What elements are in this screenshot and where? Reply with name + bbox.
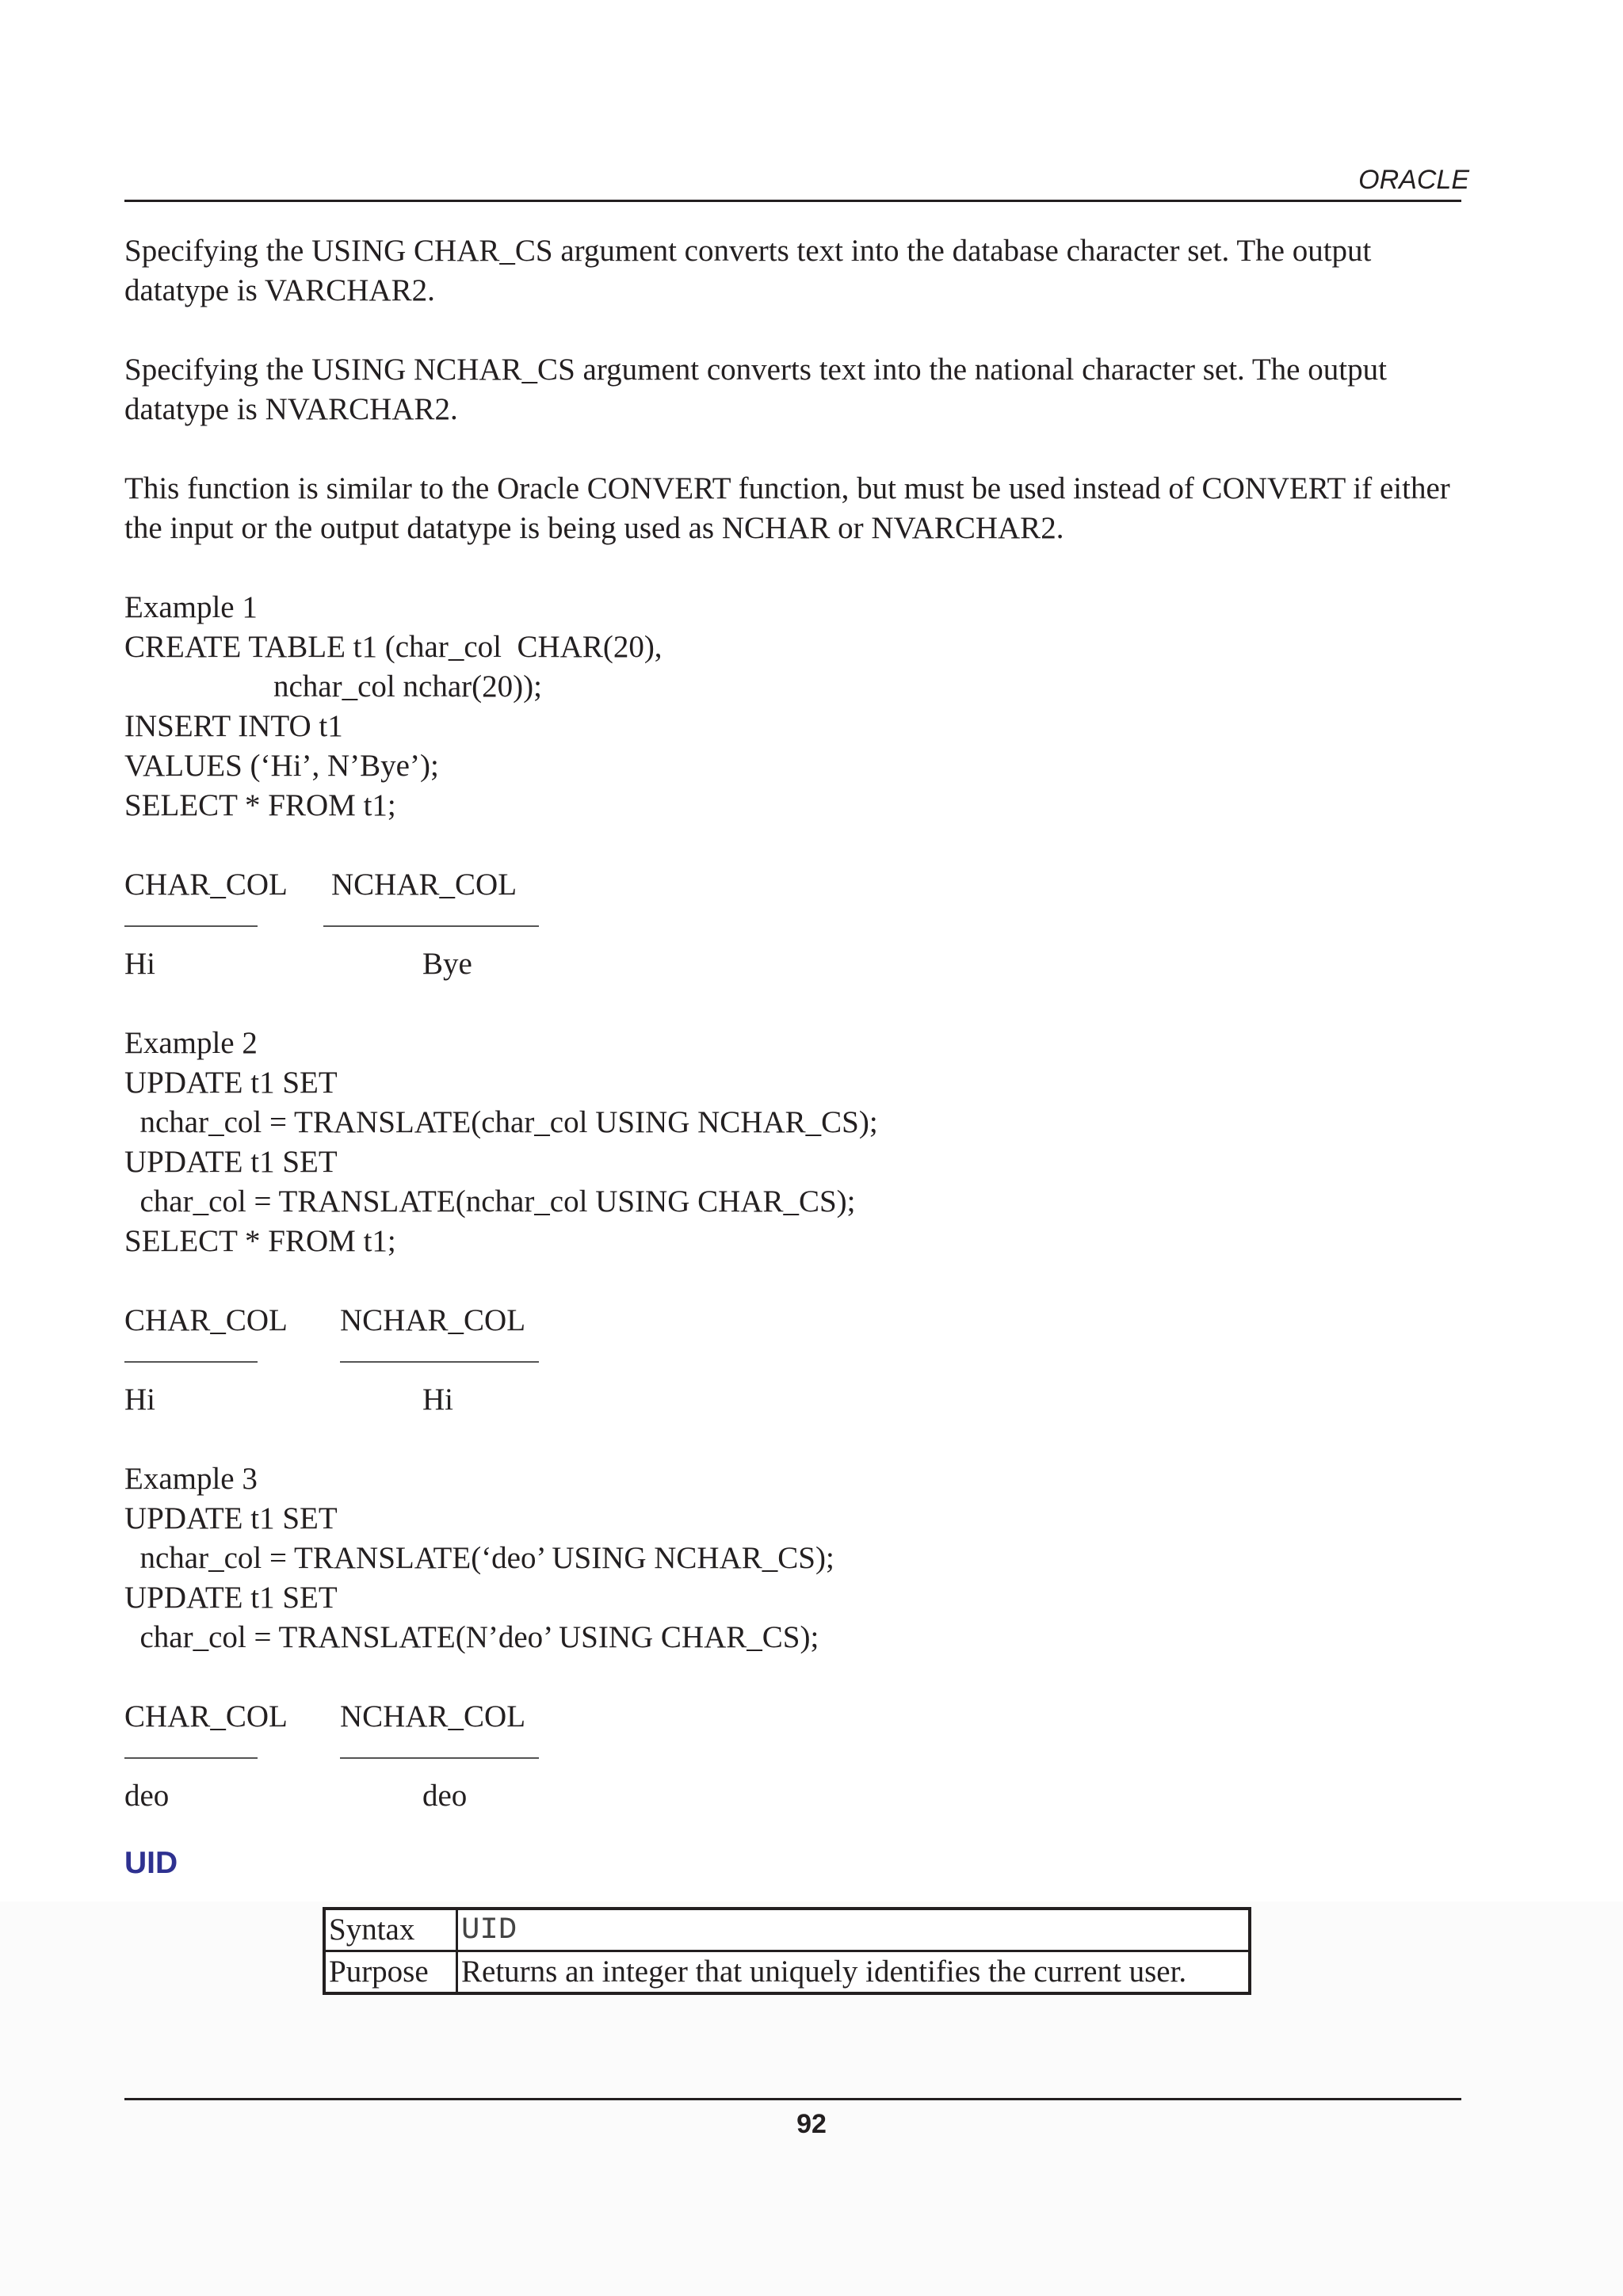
code-line: SELECT * FROM t1;	[124, 1224, 396, 1258]
result-header-char-col: CHAR_COL	[124, 1303, 288, 1337]
result-cell-nchar-col: Bye	[422, 947, 472, 981]
result-header-nchar-col: NCHAR_COL	[340, 1303, 526, 1337]
syntax-value: UID	[457, 1909, 1251, 1951]
result-cell-nchar-col: Hi	[422, 1383, 453, 1417]
result-underline	[340, 1757, 539, 1759]
paragraph-char-cs: Specifying the USING CHAR_CS argument converts text into the database character set. The output datatype is VARCHAR2.	[124, 234, 1372, 307]
code-line: UPDATE t1 SET	[124, 1501, 338, 1535]
example-3-title: Example 3	[124, 1462, 258, 1496]
code-line: UPDATE t1 SET	[124, 1145, 338, 1179]
code-line: UPDATE t1 SET	[124, 1581, 338, 1615]
result-header-char-col: CHAR_COL	[124, 1699, 288, 1733]
example-1-title: Example 1	[124, 590, 258, 624]
running-header: ORACLE	[1358, 165, 1469, 195]
purpose-label: Purpose	[324, 1951, 457, 1994]
code-line: char_col = TRANSLATE(nchar_col USING CHAR_CS);	[124, 1184, 856, 1219]
uid-spec-table	[323, 1907, 1251, 1995]
code-line: UPDATE t1 SET	[124, 1066, 338, 1100]
code-line: CREATE TABLE t1 (char_col CHAR(20),	[124, 630, 663, 664]
example-2-title: Example 2	[124, 1026, 258, 1060]
result-header-nchar-col: NCHAR_COL	[340, 1699, 526, 1733]
paragraph-nchar-cs: Specifying the USING NCHAR_CS argument converts text into the national character set. The output datatype is NVARCHAR2.	[124, 353, 1387, 426]
result-cell-char-col: deo	[124, 1779, 170, 1813]
result-underline	[124, 1361, 258, 1363]
syntax-label: Syntax	[324, 1909, 457, 1951]
code-line: nchar_col = TRANSLATE(char_col USING NCHAR_CS);	[124, 1105, 878, 1139]
result-underline	[340, 1361, 539, 1363]
table-row	[324, 1909, 1250, 1951]
result-underline	[323, 925, 539, 927]
result-header-char-col: CHAR_COL	[124, 868, 288, 902]
code-line: SELECT * FROM t1;	[124, 788, 396, 822]
code-line: VALUES (‘Hi’, N’Bye’);	[124, 749, 439, 783]
header-rule	[124, 200, 1461, 202]
result-cell-nchar-col: deo	[422, 1779, 468, 1813]
table-row	[324, 1951, 1250, 1994]
result-header-nchar-col: NCHAR_COL	[331, 868, 517, 902]
code-line: char_col = TRANSLATE(N’deo’ USING CHAR_CS);	[124, 1620, 819, 1654]
paragraph-convert: This function is similar to the Oracle CONVERT function, but must be used instead of CONVERT if either the input or the output datatype is being used as NCHAR or NVARCHAR2.	[124, 471, 1450, 545]
result-underline	[124, 925, 258, 927]
result-cell-char-col: Hi	[124, 947, 155, 981]
footer-rule	[124, 2098, 1461, 2100]
code-line: nchar_col nchar(20));	[273, 669, 542, 704]
result-underline	[124, 1757, 258, 1759]
section-heading-uid: UID	[124, 1846, 178, 1880]
page-number: 92	[796, 2109, 827, 2139]
code-line: nchar_col = TRANSLATE(‘deo’ USING NCHAR_CS);	[124, 1541, 834, 1575]
purpose-value: Returns an integer that uniquely identifies the current user.	[457, 1951, 1251, 1994]
result-cell-char-col: Hi	[124, 1383, 155, 1417]
code-line: INSERT INTO t1	[124, 709, 343, 743]
